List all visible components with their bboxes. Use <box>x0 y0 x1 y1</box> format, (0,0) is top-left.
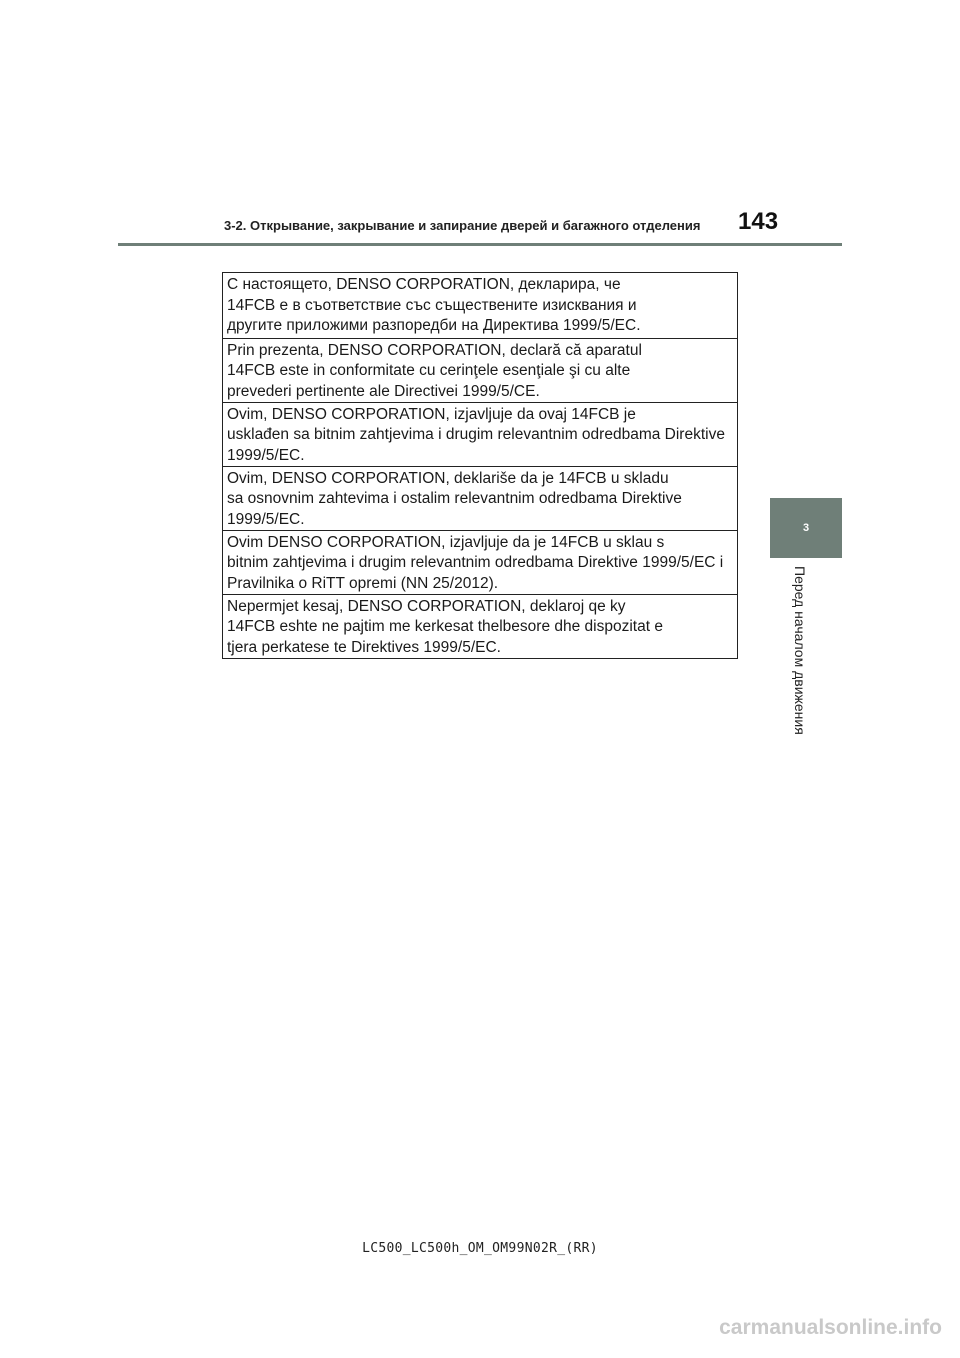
chapter-title: Перед началом движения <box>792 566 808 735</box>
declaration-serbian <box>223 466 737 530</box>
declaration-albanian <box>223 594 737 658</box>
section-title: 3-2. Открывание, закрывание и запирание дверей и багажного отделения <box>224 218 701 233</box>
declaration-line: 1999/5/EC. <box>227 446 305 464</box>
declarations-table <box>222 272 738 659</box>
declaration-croatian <box>223 530 737 594</box>
declaration-line: bitnim zahtjevima i drugim relevantnim odredbama Direktive 1999/5/EC i <box>227 554 724 571</box>
declaration-bosnian <box>223 402 737 466</box>
declaration-line: tjera perkatese te Direktives 1999/5/EC. <box>227 638 501 656</box>
declaration-line: Pravilnika o RiTT opremi (NN 25/2012). <box>227 574 499 592</box>
page-number: 143 <box>738 208 779 235</box>
declaration-line: другите приложими разпоредби на Директива 1999/5/ЕС. <box>227 317 641 334</box>
declaration-line: Prin prezenta, DENSO CORPORATION, declară că aparatul <box>227 341 642 359</box>
declaration-line: usklađen sa bitnim zahtjevima i drugim relevantnim odredbama Direktive <box>227 426 725 443</box>
declaration-line: Ovim, DENSO CORPORATION, deklariše da je 14FCB u skladu <box>227 469 669 487</box>
declaration-line: Nepermjet kesaj, DENSO CORPORATION, deklaroj qe ky <box>227 597 626 615</box>
declaration-bulgarian <box>223 273 737 338</box>
declaration-line: 1999/5/EC. <box>227 510 305 528</box>
declaration-line: sa osnovnim zahtevima i ostalim relevantnim odredbama Direktive <box>227 490 682 507</box>
declaration-romanian <box>223 338 737 402</box>
declaration-line: prevederi pertinente ale Directivei 1999/5/CE. <box>227 382 540 400</box>
declaration-line: Ovim DENSO CORPORATION, izjavljuje da je 14FCB u sklau s <box>227 533 665 551</box>
declaration-line: 14FCB eshte ne pajtim me kerkesat thelbesore dhe dispozitat e <box>227 618 663 635</box>
declaration-line: 14FCB е в съответствие със съществените изисквания и <box>227 296 637 314</box>
declaration-line: 14FCB este in conformitate cu cerinţele esenţiale şi cu alte <box>227 362 631 379</box>
chapter-tab[interactable] <box>770 498 842 558</box>
chapter-number: 3 <box>802 522 810 534</box>
declaration-line: С настоящето, DENSO CORPORATION, декларира, че <box>227 276 621 293</box>
watermark: carmanualsonline.info <box>719 1316 942 1339</box>
header-divider <box>118 243 842 246</box>
declaration-line: Ovim, DENSO CORPORATION, izjavljuje da ovaj 14FCB je <box>227 405 636 423</box>
document-code: LC500_LC500h_OM_OM99N02R_(RR) <box>362 1241 598 1256</box>
